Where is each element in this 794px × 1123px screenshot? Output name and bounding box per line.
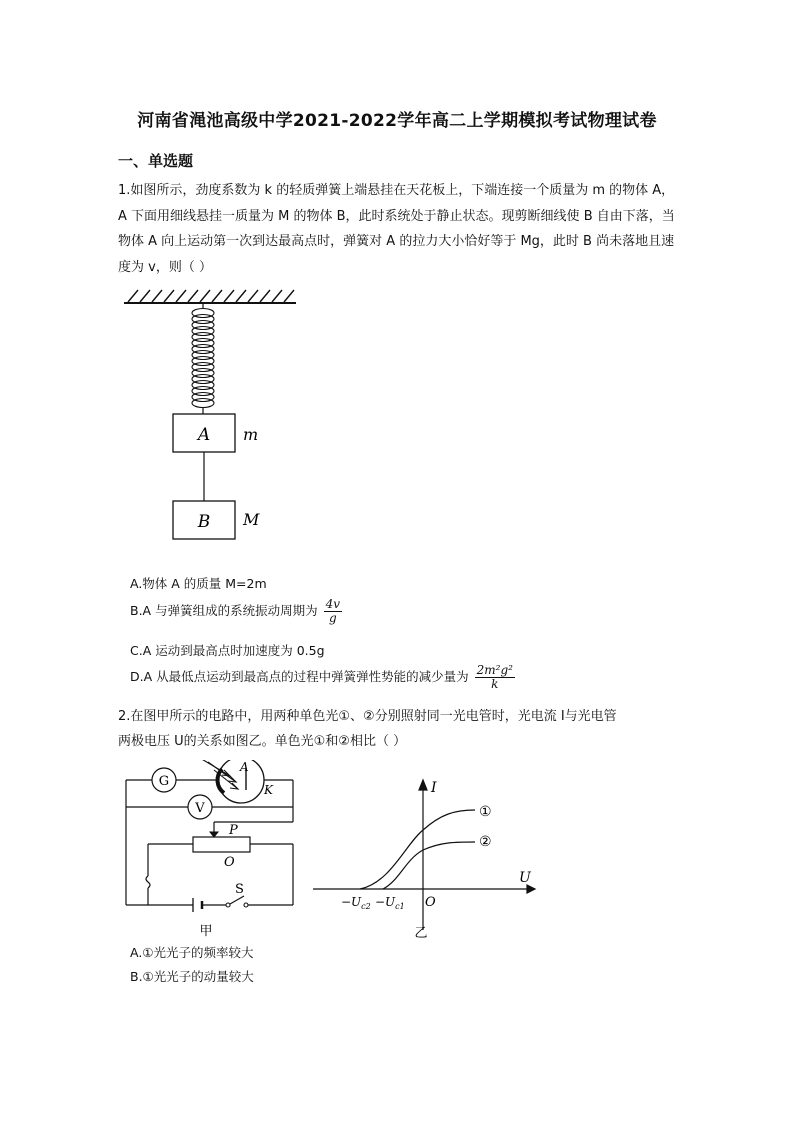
q2-option-a[interactable]: A.①光光子的频率较大 <box>130 945 254 960</box>
curve-1 <box>360 810 475 889</box>
curve-1-label: ① <box>479 804 492 820</box>
battery <box>193 898 202 912</box>
x-axis-label: U <box>519 870 531 886</box>
galvanometer-label: G <box>158 774 170 789</box>
q1-option-a[interactable]: A.物体 A 的质量 M=2m <box>130 576 267 591</box>
q1-option-b[interactable] <box>130 598 342 625</box>
anode-label: A <box>240 760 249 774</box>
curve-2 <box>383 842 475 889</box>
figure-jia-caption: 甲 <box>199 924 213 939</box>
block-a-label: A <box>197 425 211 445</box>
uc1-label: $-U_{c1}$ <box>375 895 405 911</box>
question-1-text: 1.如图所示，劲度系数为 k 的轻质弹簧上端悬挂在天花板上，下端连接一个质量为 m 的物体 A，A 下面用细线悬挂一质量为 M 的物体 B，此时系统处于静止状态。现剪断细线使 B 自由下落，当物体 A 向上运动第一次到达最高点时，弹簧对 A 的拉力大小恰好等于 Mg，此时 B 尚未落地且速度为 v，则（ ） <box>118 183 675 275</box>
q1-option-b-fraction: $\frac{4v}{g}$ <box>325 597 340 625</box>
q1-option-d[interactable] <box>130 664 515 691</box>
y-axis-label: I <box>431 780 437 796</box>
point-o-label: O <box>224 855 235 870</box>
switch-label: S <box>235 882 244 897</box>
page-title: 河南省渑池高级中学2021-2022学年高二上学期模拟考试物理试卷 <box>137 111 657 131</box>
question-2-line-2: 两极电压 U的关系如图乙。单色光①和②相比（ ） <box>118 734 407 749</box>
rheostat <box>193 837 250 852</box>
slider-label: P <box>229 823 238 838</box>
mass-M-label: M <box>243 510 260 529</box>
question-2-line-1: 2.在图甲所示的电路中，用两种单色光①、②分别照射同一光电管时，光电流 I与光电管 <box>118 709 617 724</box>
section-heading: 一、单选题 <box>118 152 194 170</box>
q2-option-b[interactable]: B.①光光子的动量较大 <box>130 969 254 984</box>
iu-graph <box>305 770 545 945</box>
mass-m-label: m <box>243 425 259 444</box>
cathode-label: K <box>264 783 273 797</box>
q1-option-b-text: B.A 与弹簧组成的系统振动周期为 <box>130 603 318 618</box>
slider-p <box>210 832 218 837</box>
figure-yi-caption: 乙 <box>414 926 428 941</box>
spring-figure <box>118 285 308 545</box>
block-b-label: B <box>197 512 211 532</box>
uc2-label: $-U_{c2}$ <box>341 895 371 911</box>
spring-coil <box>192 309 214 408</box>
ceiling-hatch <box>128 290 294 302</box>
q1-option-d-fraction: $\frac{\text{2m²g²}}{k}$ <box>476 663 513 691</box>
switch-s <box>226 896 248 907</box>
origin-label: O <box>425 895 436 910</box>
circuit-diagram <box>118 760 308 940</box>
q1-option-d-text: D.A 从最低点运动到最高点的过程中弹簧弹性势能的减少量为 <box>130 669 469 684</box>
q1-option-c[interactable]: C.A 运动到最高点时加速度为 0.5g <box>130 643 325 658</box>
voltmeter-label: V <box>195 801 205 816</box>
curve-2-label: ② <box>479 834 492 850</box>
